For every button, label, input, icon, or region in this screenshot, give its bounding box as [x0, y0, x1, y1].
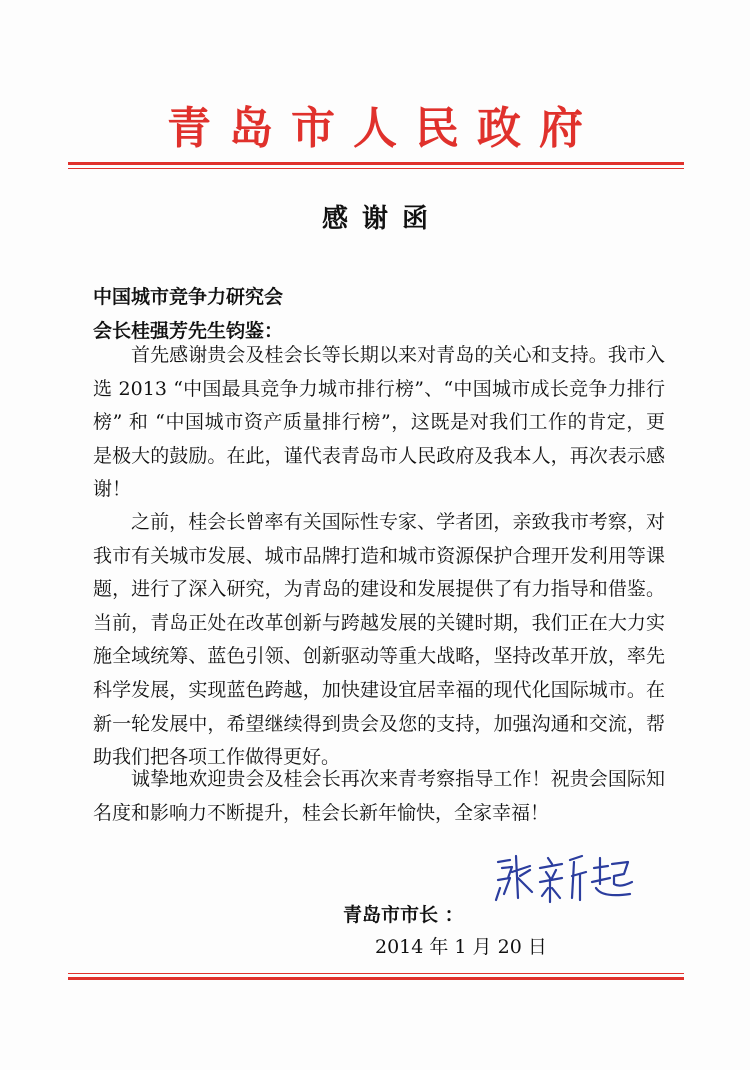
addressee-person: 会长桂强芳先生钧鉴：: [93, 320, 284, 342]
body-paragraph-1: 首先感谢贵会及桂会长等长期以来对青岛的关心和支持。我市入选 2013 “中国最具竞争力城市排行榜”、“中国城市成长竞争力排行榜” 和 “中国城市资产质量排行榜”，这既是对我们工作的肯定，更是极大的鼓励。在此，谨代表青岛市人民政府及我本人，再次表示感谢！: [93, 344, 665, 501]
body-paragraph-3: 诚挚地欢迎贵会及桂会长再次来青考察指导工作！祝贵会国际知名度和影响力不断提升，桂会长新年愉快，全家幸福！: [93, 768, 665, 824]
addressee-organization: 中国城市竞争力研究会: [93, 286, 284, 308]
document-title: 感谢函: [321, 204, 442, 234]
letterhead-rule-thin: [68, 168, 684, 169]
letterhead-rule-thick: [68, 162, 684, 165]
footer-rule-thick: [68, 977, 684, 980]
letterhead-title: 青岛市人民政府: [167, 103, 601, 154]
signatory-label: 青岛市市长 ：: [343, 904, 464, 926]
handwritten-signature: [490, 848, 640, 908]
body-paragraph-2: 之前，桂会长曾率有关国际性专家、学者团，亲致我市考察，对我市有关城市发展、城市品牌打造和城市资源保护合理开发利用等课题，进行了深入研究，为青岛的建设和发展提供了有力指导和借鉴。当前，青岛正处在改革创新与跨越发展的关键时期，我们正在大力实施全域统筹、蓝色引领、创新驱动等重大战略，坚持改革开放，率先科学发展，实现蓝色跨越，加快建设宜居幸福的现代化国际城市。在新一轮发展中，希望继续得到贵会及您的支持，加强沟通和交流，帮助我们把各项工作做得更好。: [93, 511, 665, 769]
footer-rule-thin: [68, 973, 684, 974]
document-date: 2014 年 1 月 20 日: [375, 936, 547, 958]
